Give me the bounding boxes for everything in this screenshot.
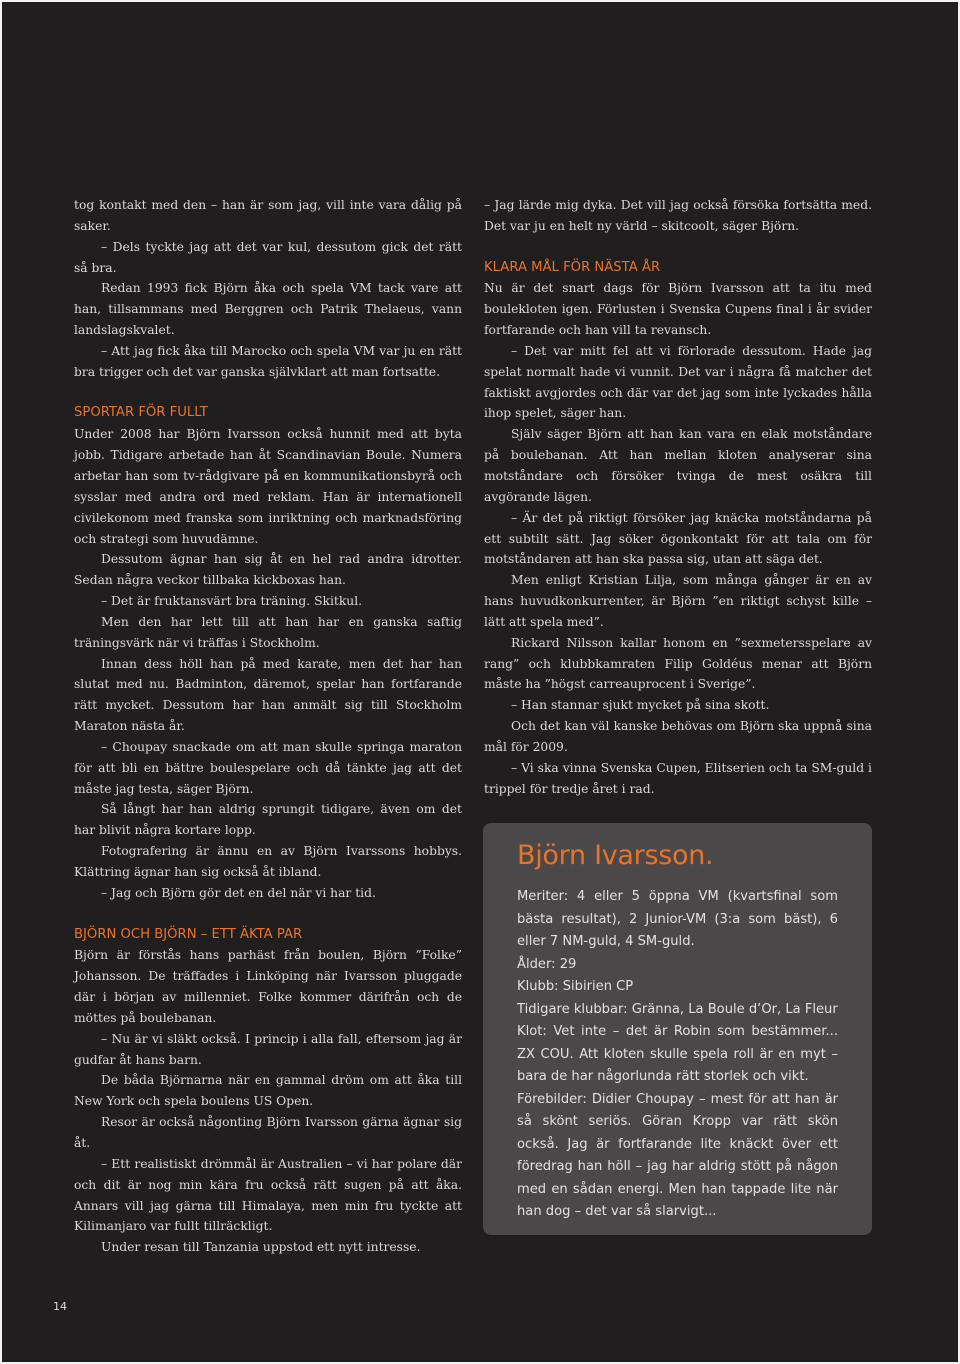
- paragraph: De båda Björnarna när en gammal dröm om att åka till New York och spela boulens US Open.: [74, 1073, 462, 1109]
- paragraph: Under resan till Tanzania uppstod ett nytt intresse.: [101, 1240, 421, 1255]
- magazine-page: [2, 2, 958, 1362]
- article-column-right: [484, 195, 872, 799]
- section-heading: KLARA MÅL FÖR NÄSTA ÅR: [484, 259, 661, 275]
- section-heading: BJÖRN OCH BJÖRN – ETT ÄKTA PAR: [74, 926, 303, 942]
- paragraph: – Ett realistiskt drömmål är Australien – vi har polare där och dit är nog min kära fru också rätt sugen på att åka. Annars vill jag gärna till Himalaya, men min fru tyckte att Kilimanjaro var fullt tillräckligt.: [74, 1156, 462, 1234]
- article-column-left: [74, 195, 462, 1258]
- fact-box: [483, 823, 872, 1235]
- section-heading: SPORTAR FÖR FULLT: [74, 405, 208, 421]
- paragraph: Redan 1993 fick Björn åka och spela VM tack vare att han, tillsammans med Berggren och Patrik Thelaeus, vann landslagskvalet.: [74, 281, 462, 338]
- paragraph: – Choupay snackade om att man skulle springa maraton för att bli en bättre boulespelare och då tänkte jag att det måste jag testa, säger Björn.: [74, 739, 462, 796]
- paragraph: – Jag lärde mig dyka. Det vill jag också försöka fortsätta med. Det var ju en helt ny värld – skitcoolt, säger Björn.: [484, 198, 872, 233]
- fact-alder: Ålder: 29: [517, 956, 577, 972]
- paragraph: – Dels tyckte jag att det var kul, dessutom gick det rätt så bra.: [74, 239, 462, 275]
- paragraph: Rickard Nilsson kallar honom en ”sexmetersspelare av rang” och klubbkamraten Filip Goldéus menar att Björn måste ha ”högst carreauprocent i Sverige”.: [484, 635, 872, 692]
- fact-list: [517, 886, 838, 1224]
- paragraph: – Att jag fick åka till Marocko och spela VM var ju en rätt bra trigger och det var ganska självklart att man fortsatte.: [74, 343, 462, 379]
- paragraph: – Han stannar sjukt mycket på sina skott.: [511, 698, 770, 713]
- fact-klot: Klot: Vet inte – det är Robin som bestämmer... ZX COU. Att kloten skulle spela roll är en myt – bara de har någorlunda rätt storlek och vikt.: [517, 1024, 838, 1084]
- paragraph: Dessutom ägnar han sig åt en hel rad andra idrotter. Sedan några veckor tillbaka kickboxas han.: [74, 552, 462, 588]
- paragraph: Nu är det snart dags för Björn Ivarsson att ta itu med boulekloten igen. Förlusten i Svenska Cupens final i år svider fortfarande och han vill ta revansch.: [484, 281, 872, 338]
- paragraph: – Det var mitt fel att vi förlorade dessutom. Hade jag spelat normalt hade vi vunnit. Det var i några få matcher det faktiskt avgjordes och där var det jag som inte lyckades hålla ihop spelet, säger han.: [484, 343, 872, 421]
- page-number: 14: [53, 1300, 67, 1313]
- paragraph: Innan dess höll han på med karate, men det har han slutat med nu. Badminton, däremot, spelar han fortfarande rätt mycket. Dessutom har han anmält sig till Stockholm Maraton nästa år.: [74, 656, 462, 734]
- paragraph: Under 2008 har Björn Ivarsson också hunnit med att byta jobb. Tidigare arbetade han åt Scandinavian Boule. Numera arbetar han som tv-rådgivare på en kommunikationsbyrå och sysslar med andra ord med reklam. Han är internationell civilekonom med franska som inriktning och marknadsföring och strategi som huvudämne.: [74, 427, 462, 546]
- fact-klubb: Klubb: Sibirien CP: [517, 979, 634, 994]
- paragraph: Så långt har han aldrig sprungit tidigare, även om det har blivit några kortare lopp.: [74, 802, 462, 838]
- paragraph: – Nu är vi släkt också. I princip i alla fall, eftersom jag är gudfar åt hans barn.: [74, 1031, 462, 1067]
- paragraph: tog kontakt med den – han är som jag, vill inte vara dålig på saker.: [74, 198, 462, 233]
- paragraph: – Vi ska vinna Svenska Cupen, Elitserien och ta SM-guld i trippel för tredje året i rad.: [484, 760, 872, 796]
- fact-forebilder: Förebilder: Didier Choupay – mest för att han är så skönt seriös. Göran Kropp var rätt skön också. Jag är fortfarande lite knäckt över ett föredrag han höll – jag har aldrig stött på någon med en sådan energi. Men han tappade lite när han dog – det var så slarvigt...: [517, 1091, 838, 1219]
- fact-meriter: Meriter: 4 eller 5 öppna VM (kvartsfinal som bästa resultat), 2 Junior-VM (3:a som bäst), 6 eller 7 NM-guld, 4 SM-guld.: [517, 889, 838, 949]
- fact-tidigare-klubbar: Tidigare klubbar: Gränna, La Boule d’Or, La Fleur: [517, 1001, 838, 1017]
- paragraph: – Är det på riktigt försöker jag knäcka motståndarna på ett subtilt sätt. Jag söker ögonkontakt för att tala om för motståndaren att han ska passa sig, utan att säga det.: [484, 510, 872, 567]
- paragraph: Resor är också någonting Björn Ivarsson gärna ägnar sig åt.: [74, 1115, 462, 1150]
- paragraph: Och det kan väl kanske behövas om Björn ska uppnå sina mål för 2009.: [484, 719, 872, 754]
- paragraph: – Det är fruktansvärt bra träning. Skitkul.: [101, 594, 363, 609]
- paragraph: Björn är förstås hans parhäst från boulen, Björn ”Folke” Johansson. De träffades i Linköping när Ivarsson pluggade där i början av millenniet. Folke kommer därifrån och de möttes på boulebanan.: [74, 948, 462, 1025]
- paragraph: Men den har lett till att han har en ganska saftig träningsvärk när vi träffas i Stockholm.: [74, 614, 462, 650]
- fact-box-title: Björn Ivarsson.: [517, 840, 714, 871]
- paragraph: Men enligt Kristian Lilja, som många gånger är en av hans huvudkonkurrenter, är Björn ”en riktigt schyst kille – lätt att spela med”.: [484, 573, 872, 629]
- paragraph: Själv säger Björn att han kan vara en elak motståndare på boulebanan. Att han mellan kloten analyserar sina motståndare och försöker tvinga de mest osäkra till avgörande lägen.: [484, 427, 872, 504]
- paragraph: – Jag och Björn gör det en del när vi har tid.: [101, 885, 376, 900]
- paragraph: Fotografering är ännu en av Björn Ivarssons hobbys. Klättring ägnar han sig också åt ibland.: [74, 844, 462, 879]
